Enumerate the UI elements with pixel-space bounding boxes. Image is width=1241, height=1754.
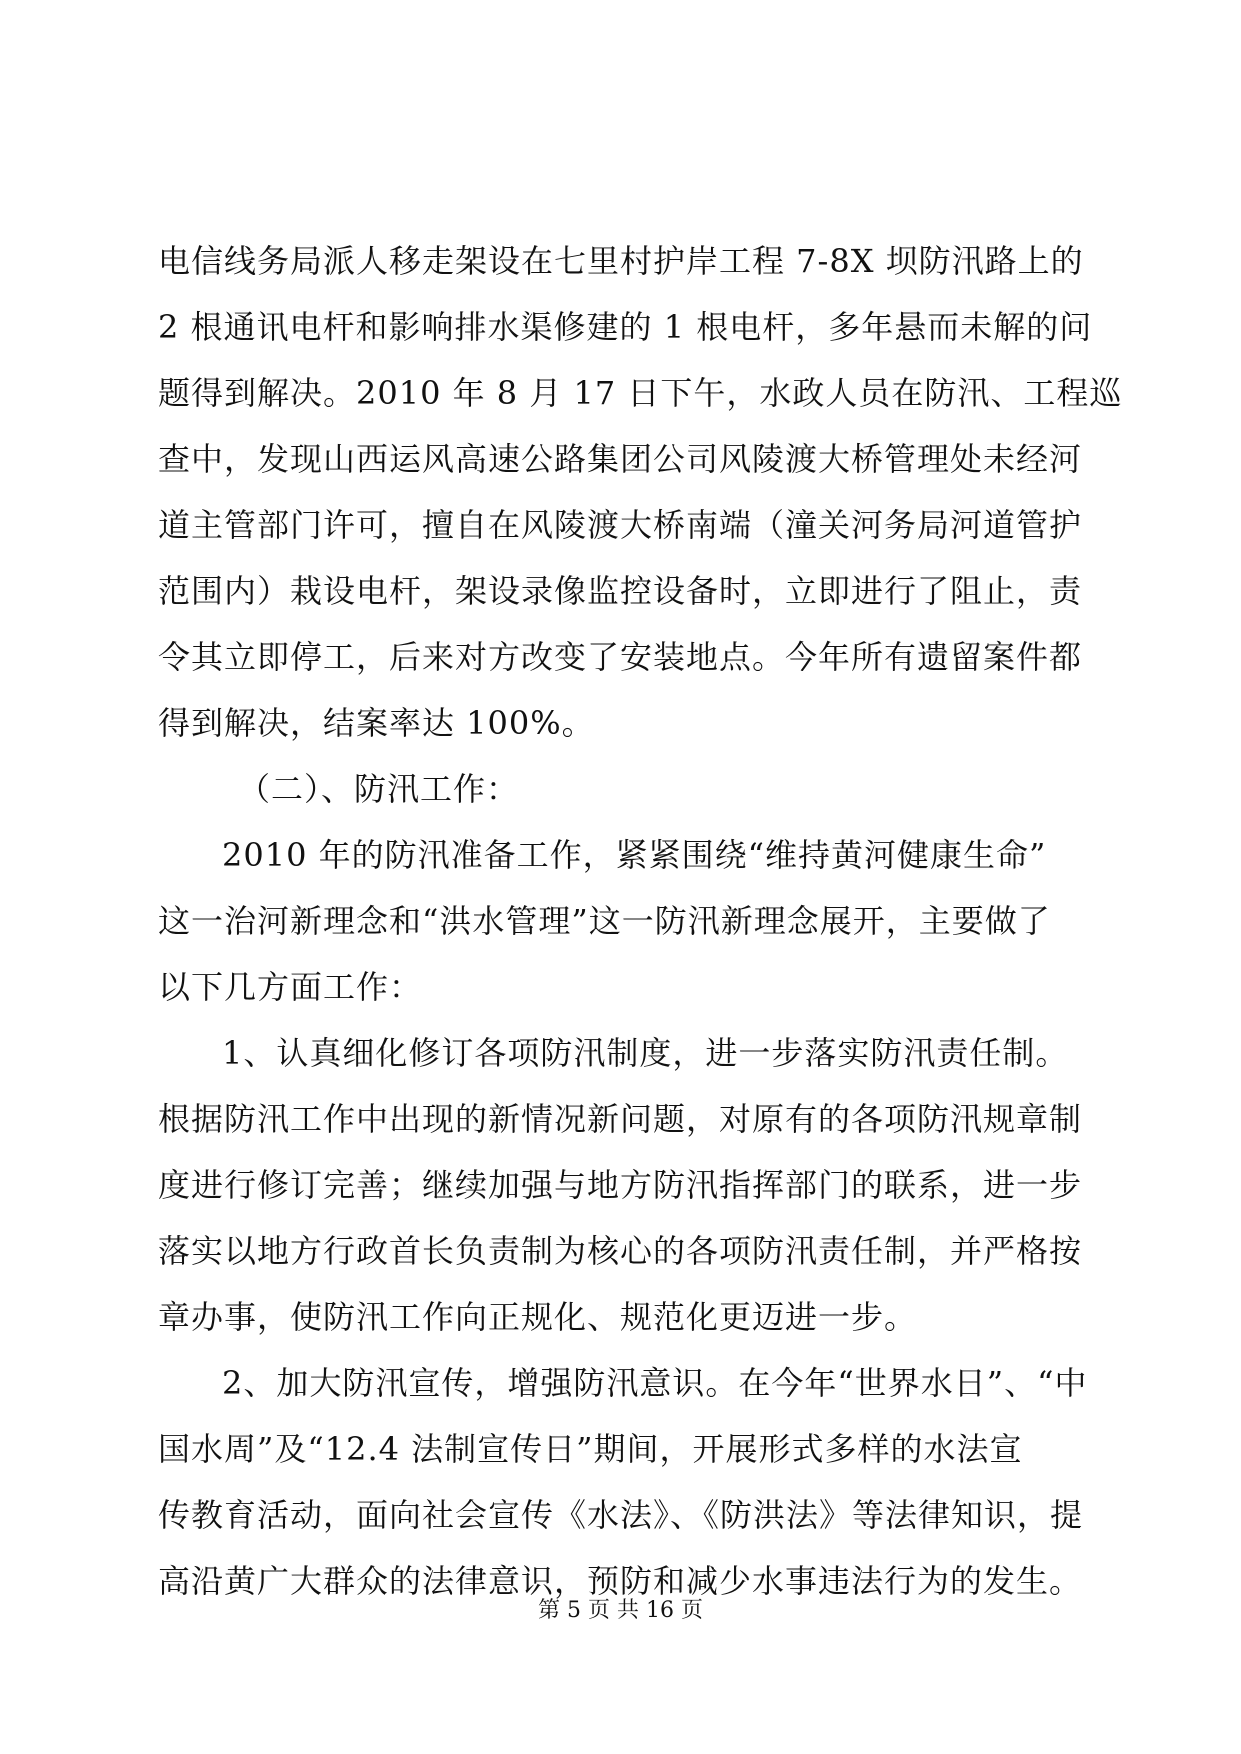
paragraph-start-line: 2010 年的防汛准备工作，紧紧围绕“维持黄河健康生命”	[222, 836, 1047, 874]
text-line: 令其立即停工，后来对方改变了安装地点。今年所有遗留案件都	[158, 638, 1083, 676]
text-line: 查中，发现山西运风高速公路集团公司风陵渡大桥管理处未经河	[158, 440, 1083, 478]
text-line: 高沿黄广大群众的法律意识，预防和减少水事违法行为的发生。	[158, 1562, 1083, 1600]
page-footer-number: 第 5 页 共 16 页	[538, 1598, 703, 1623]
paragraph-start-line: 2、加大防汛宣传，增强防汛意识。在今年“世界水日”、“中	[222, 1364, 1088, 1402]
text-line: 以下几方面工作：	[158, 968, 423, 1006]
text-line: 国水周”及“12.4 法制宣传日”期间，开展形式多样的水法宣	[158, 1430, 1023, 1468]
text-line: 道主管部门许可，擅自在风陵渡大桥南端（潼关河务局河道管护	[158, 506, 1083, 544]
text-line: 得到解决，结案率达 100%。	[158, 704, 595, 742]
section-heading: （二）、防汛工作：	[238, 770, 520, 808]
text-line: 这一治河新理念和“洪水管理”这一防汛新理念展开，主要做了	[158, 902, 1051, 940]
text-line: 度进行修订完善；继续加强与地方防汛指挥部门的联系，进一步	[158, 1166, 1083, 1204]
text-line: 范围内）栽设电杆，架设录像监控设备时，立即进行了阻止，责	[158, 572, 1083, 610]
paragraph-start-line: 1、认真细化修订各项防汛制度，进一步落实防汛责任制。	[222, 1034, 1069, 1072]
document-body	[158, 228, 1123, 1614]
text-line: 章办事，使防汛工作向正规化、规范化更迈进一步。	[158, 1298, 918, 1336]
text-line: 落实以地方行政首长负责制为核心的各项防汛责任制，并严格按	[158, 1232, 1083, 1270]
text-line: 题得到解决。2010 年 8 月 17 日下午，水政人员在防汛、工程巡	[158, 374, 1123, 412]
text-line: 根据防汛工作中出现的新情况新问题，对原有的各项防汛规章制	[158, 1100, 1083, 1138]
text-line: 电信线务局派人移走架设在七里村护岸工程 7-8X 坝防汛路上的	[158, 242, 1084, 280]
text-line: 传教育活动，面向社会宣传《水法》、《防洪法》等法律知识，提	[158, 1496, 1084, 1534]
text-line: 2 根通讯电杆和影响排水渠修建的 1 根电杆，多年悬而未解的问	[158, 308, 1093, 346]
